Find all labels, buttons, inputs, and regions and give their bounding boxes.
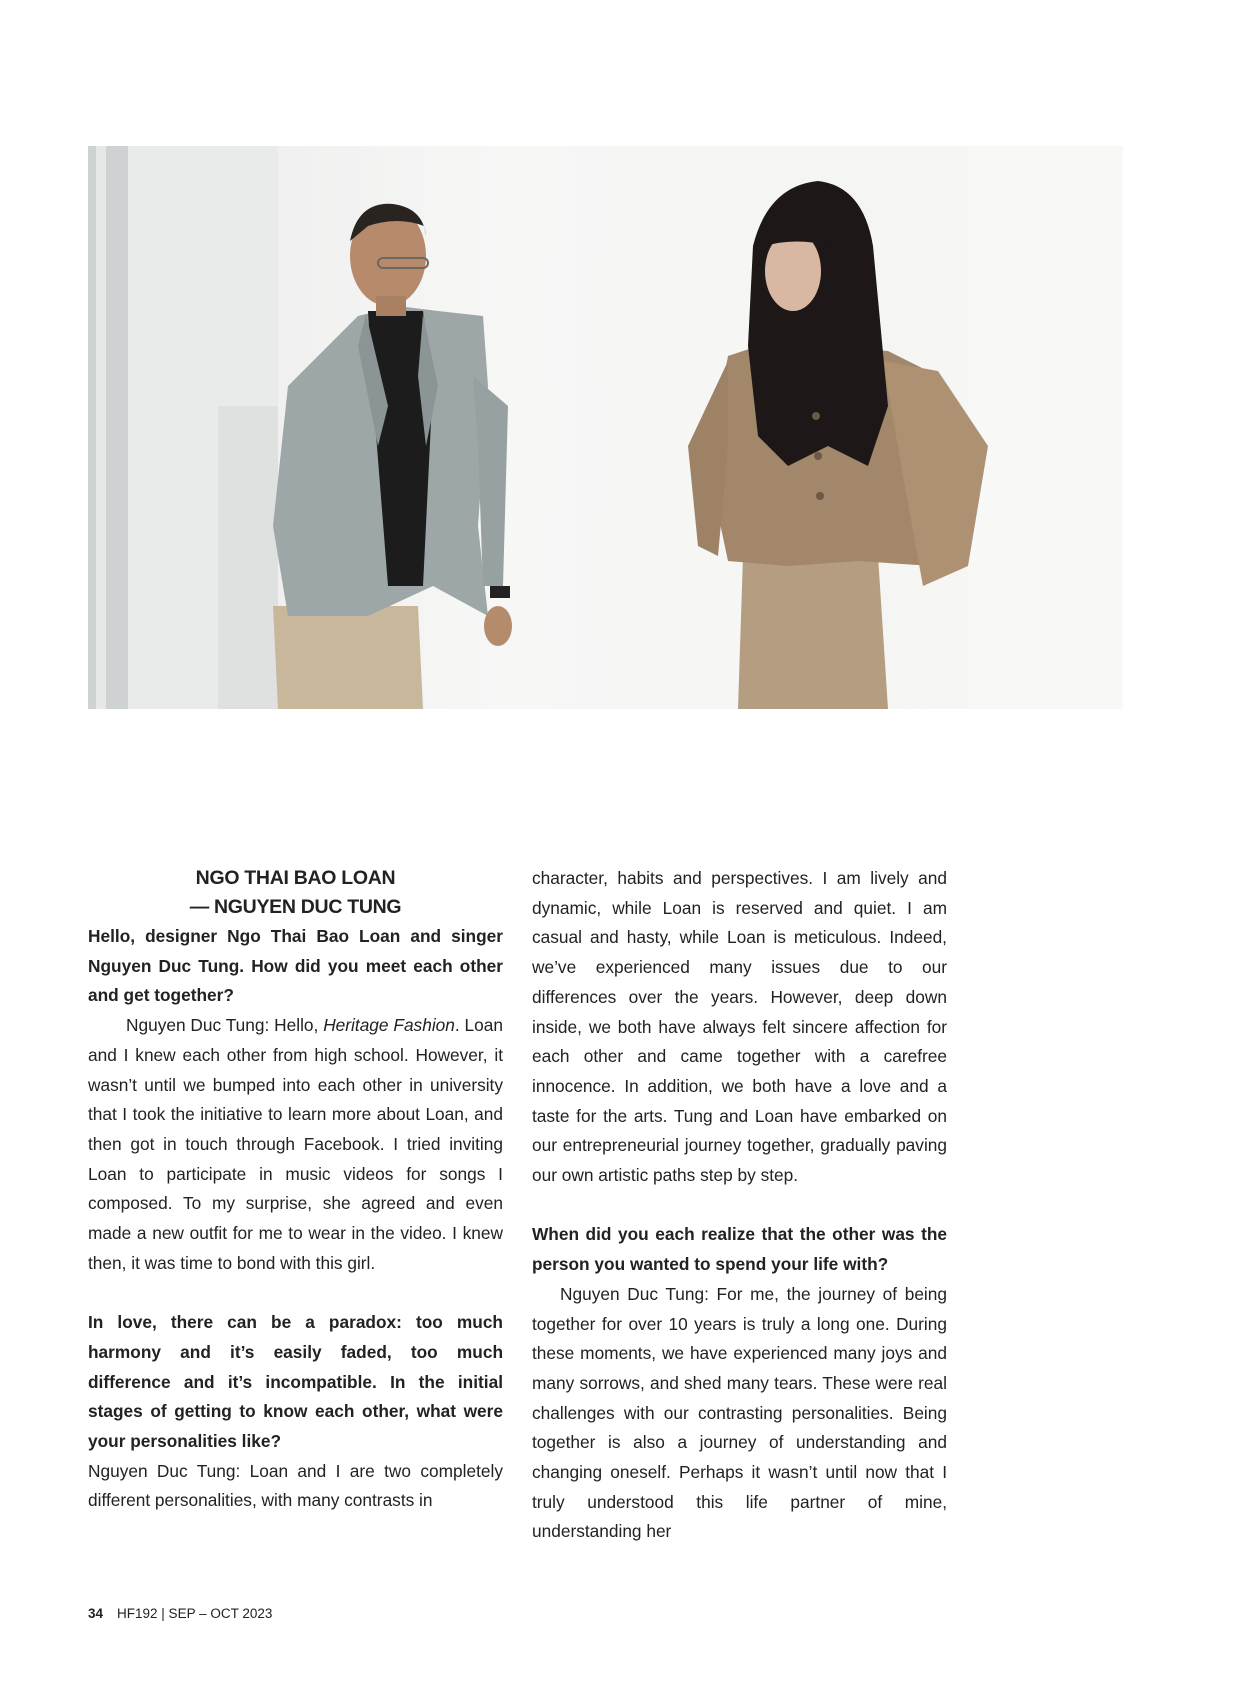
page-footer: [88, 1606, 272, 1621]
article-heading-line1: NGO THAI BAO LOAN: [195, 867, 396, 889]
issue-info: HF192 | SEP – OCT 2023: [117, 1606, 273, 1621]
question-2: In love, there can be a paradox: too much harmony and it’s easily faded, too much difference and it’s incompatible. In the initial stages of getting to know each other, what were your personalities like?: [88, 1312, 503, 1451]
article-column-right: [532, 864, 947, 1547]
answer-2-right: character, habits and perspectives. I am lively and dynamic, while Loan is reserved and quiet. I am casual and hasty, while Loan is meticulous. Indeed, we’ve experienced many issues due to our differences over the years. However, deep down inside, we both have always felt sincere affection for each other and came together with a carefree innocence. In addition, we both have a love and a taste for the arts. Tung and Loan have embarked on our entrepreneurial journey together, gradually paving our own artistic paths step by step.: [532, 868, 947, 1186]
question-3: When did you each realize that the other was the person you wanted to spend your life with?: [532, 1224, 947, 1275]
woman-figure: [688, 181, 988, 709]
article-column-left: [88, 864, 503, 1516]
page-number: 34: [88, 1606, 104, 1621]
question-1: Hello, designer Ngo Thai Bao Loan and singer Nguyen Duc Tung. How did you meet each other and get together?: [88, 926, 503, 1006]
magazine-name: Heritage Fashion: [323, 1015, 455, 1036]
man-figure: [273, 204, 512, 709]
feature-photo: [88, 146, 1123, 709]
answer-1-prefix: Nguyen Duc Tung: Hello,: [126, 1015, 324, 1036]
answer-3: Nguyen Duc Tung: For me, the journey of being together for over 10 years is truly a long one. During these moments, we have experienced many joys and many sorrows, and shed many tears. These were real challenges with our contrasting personalities. Being together is also a journey of understanding and changing oneself. Perhaps it wasn’t until now that I truly understood this life partner of mine, understanding her: [532, 1283, 947, 1542]
article-heading-line2: — NGUYEN DUC TUNG: [189, 896, 402, 918]
answer-2-left: Nguyen Duc Tung: Loan and I are two completely different personalities, with many contrasts in: [88, 1460, 503, 1511]
answer-1: [88, 1011, 503, 1278]
answer-1-rest: . Loan and I knew each other from high school. However, it wasn’t until we bumped into each other in university that I took the initiative to learn more about Loan, and then got in touch through Facebook. I tried inviting Loan to participate in music videos for songs I composed. To my surprise, she agreed and even made a new outfit for me to wear in the video. I knew then, it was time to bond with this girl.: [88, 1015, 503, 1273]
photo-two-people-icon: [88, 146, 1123, 709]
